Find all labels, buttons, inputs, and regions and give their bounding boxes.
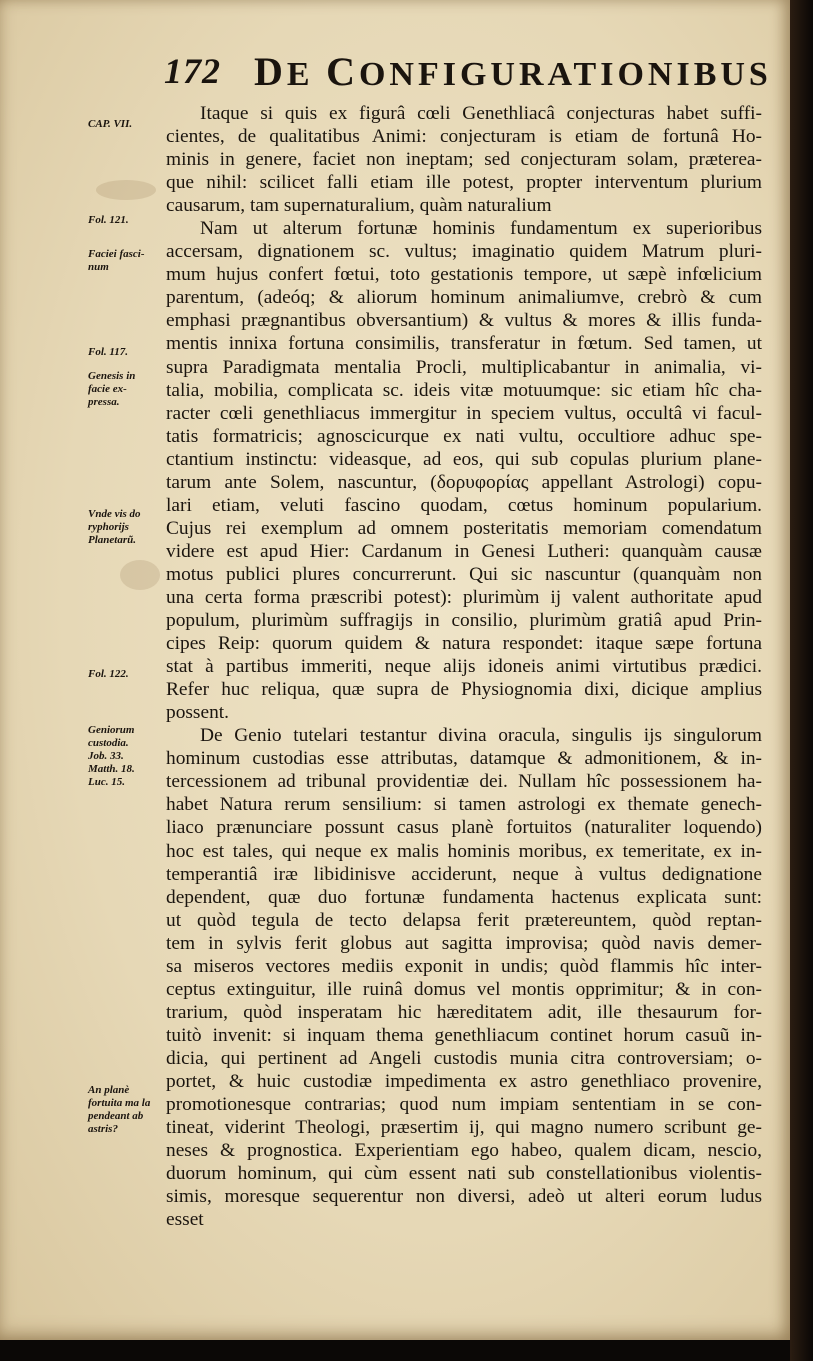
text-line: hominum custodias esse attributas, datamque & admonitionem, & in- xyxy=(166,748,762,770)
text-line: cientes, de qualitatibus Animi: conjecturam is etiam de fortunâ Ho- xyxy=(166,126,762,148)
margin-note: Fol. 121. xyxy=(88,214,129,226)
text-line: habet Natura rerum sensilium: si tamen astrologi ex themate genech- xyxy=(166,794,762,816)
margin-note: An planè fortuita ma la pendeant ab astris? xyxy=(88,1084,151,1135)
page-number: 172 xyxy=(164,51,221,91)
text-line: mentis innixa fortuna consimilis, transferatur in fœtum. Sed tamen, ut xyxy=(166,333,762,355)
catchword: esset xyxy=(166,1209,204,1231)
text-line: tercessionem ad tribunal providentiæ dei. Nullam hîc possessionem ha- xyxy=(166,771,762,793)
text-line: minis in genere, faciet non ineptam; sed conjecturam solam, præterea- xyxy=(166,149,762,171)
margin-note: Vnde vis do ryphorijs Planetarũ. xyxy=(88,508,141,546)
text-line: duorum hominum, qui cùm essent nati sub constellationibus violentis- xyxy=(166,1163,762,1185)
text-line: temperantiâ iræ libidinisve acciderunt, neque à vultus dedignatione xyxy=(166,863,762,885)
margin-note: Geniorum custodia. Job. 33. Matth. 18. Luc. 15. xyxy=(88,724,135,788)
text-line: racter cœli genethliacus immergitur in speciem vultus, occultâ vi facul- xyxy=(166,402,762,424)
paper-stain xyxy=(120,560,160,590)
text-line: populum, plurimùm suffragijs in consilio, plurimùm gratiâ apud Prin- xyxy=(166,610,762,632)
text-line: hoc est tales, qui neque ex malis hominis moribus, ex temeritate, ex in- xyxy=(166,840,762,862)
text-line: Itaque si quis ex figurâ cœli Genethliacâ conjecturas habet suffi- xyxy=(200,103,762,124)
text-line: De Genio tutelari testantur divina oracula, singulis ijs singulorum xyxy=(200,725,762,747)
text-line: sa miseros vectores mediis exponit in undis; quòd flammis hîc inter- xyxy=(166,955,762,977)
text-line: liaco prænunciare possunt casus planè fortuitos (naturaliter loquendo) xyxy=(166,817,762,839)
text-line: supra Paradigmata mentalia Procli, multiplicabantur in animalia, vi- xyxy=(166,356,762,378)
text-line: Refer huc reliqua, quæ supra de Physiognomia dixi, dicique amplius xyxy=(166,679,762,701)
text-line: simis, moresque sequerentur non diversi, adeò ut alteri eorum ludus xyxy=(166,1186,762,1208)
text-line: portet, & huic custodiæ impedimenta ex astro genethliaco provenire, xyxy=(166,1070,762,1092)
page-header xyxy=(160,44,772,96)
text-line: que nihil: scilicet falli etiam ille potest, propter interventum plurium xyxy=(166,172,762,194)
text-line: cipes Reip: quorum quidem & natura respondet: itaque sæpe fortuna xyxy=(166,633,762,655)
text-line: possent. xyxy=(166,702,230,724)
text-line: causarum, tam supernaturalium, quàm naturalium xyxy=(166,195,552,217)
text-line: dependent, quæ duo fortunæ fundamenta hactenus explicata sunt: xyxy=(166,886,762,908)
text-line: una certa forma præscribi potest): plurimùm ij valent authoritate apud xyxy=(166,586,762,608)
body-text xyxy=(166,102,762,1231)
text-line: Nam ut alterum fortunæ hominis fundamentum ex superioribus xyxy=(200,218,762,240)
running-title: DE CONFIGURATIONIBUS xyxy=(254,49,772,94)
text-line: motus publici plures concurrerunt. Qui sic nascuntur (quanquàm non xyxy=(166,563,762,585)
text-line: stat à partibus immeriti, neque alijs idoneis animi virtutibus prædici. xyxy=(166,656,762,678)
margin-note: CAP. VII. xyxy=(88,118,133,130)
text-line: Cujus rei exemplum ad omnem posteritatis memoriam comendatum xyxy=(166,517,762,539)
margin-note: Fol. 117. xyxy=(88,346,129,358)
text-line: ceptus extinguitur, ille ruinâ domus vel montis opprimitur; & in con- xyxy=(166,978,762,1000)
text-line: emphasi prægnantibus obversantium) & vultus & mores & illis funda- xyxy=(166,310,762,332)
margin-note: Genesis in facie ex- pressa. xyxy=(88,370,136,408)
text-line: accersam, dignationem sc. vultus; imaginatio quidem Matrum pluri- xyxy=(166,241,762,263)
text-line: trarium, quòd insperatam hic hæreditatem adit, ille thesaurum for- xyxy=(166,1001,762,1023)
text-line: tuitò invenit: si inquam thema genethliacum continet horum casuũ in- xyxy=(166,1024,762,1046)
text-line: videre est apud Hier: Cardanum in Genesi Lutheri: quanquàm causæ xyxy=(166,540,762,562)
text-line: lari etiam, veluti fascino quodam, cœtus hominum popularium. xyxy=(166,494,762,516)
book-spine-shadow xyxy=(790,0,813,1361)
margin-note: Faciei fasci- num xyxy=(88,248,145,273)
text-line: ctantium instinctu: videasque, ad eos, qui sub copulas plurium plane- xyxy=(166,448,762,470)
text-line: tem in sylvis ferit globus aut sagitta improvisa; quòd navis demer- xyxy=(166,932,762,954)
text-line: tineat, viderint Theologi, præsertim ij, qui magno numero scribunt ge- xyxy=(166,1117,762,1139)
text-line: neses & prognostica. Experientiam ego habeo, qualem dicam, nescio, xyxy=(166,1140,762,1162)
text-line: tarum ante Solem, nascuntur, (δορυφορίας appellant Astrologi) copu- xyxy=(166,471,762,493)
text-line: ut quòd tegula de tecto delapsa ferit prætereuntem, quòd reptan- xyxy=(166,909,762,931)
text-line: parentum, (adeóq; & aliorum hominum animaliumve, crebrò & cum xyxy=(166,287,762,309)
paper-stain xyxy=(96,180,156,200)
text-line: dicia, qui pertinent ad Angeli custodis munia citra controversiam; o- xyxy=(166,1047,762,1069)
text-line: tatis formatricis; agnoscicurque ex nati vultu, occultiore adhuc spe- xyxy=(166,425,762,447)
text-line: mum hujus confert fœtui, toto gestationis tempore, ut sæpè infœlicium xyxy=(166,264,762,286)
text-line: promotionesque contrarias; quod num impiam sententiam in se con- xyxy=(166,1094,762,1116)
text-line: talia, mobilia, complicata sc. ideis vitæ motuumque: sic etiam hîc cha- xyxy=(166,379,762,401)
margin-note: Fol. 122. xyxy=(88,668,129,680)
